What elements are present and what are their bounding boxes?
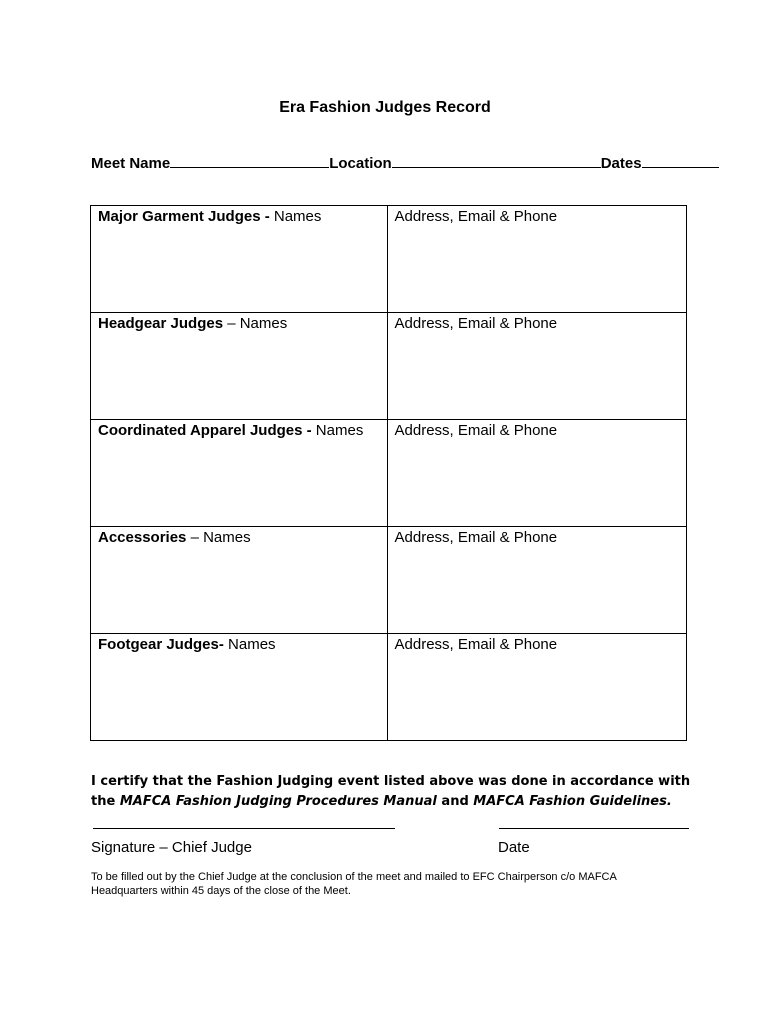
certification-guidelines-title: MAFCA Fashion Guidelines. — [473, 794, 672, 809]
signature-line[interactable] — [93, 828, 395, 829]
names-label: Names — [269, 208, 322, 225]
category-label: Accessories — [98, 529, 187, 546]
contact-cell[interactable] — [387, 313, 686, 420]
table-row — [91, 420, 687, 527]
certification-text-1: I certify that the Fashion Judging event listed above was done in accordance with the — [91, 774, 691, 809]
contact-cell[interactable] — [387, 420, 686, 527]
meet-name-label: Meet Name — [91, 155, 171, 172]
names-label: – Names — [223, 315, 288, 332]
contact-cell[interactable] — [387, 206, 686, 313]
names-label: Names — [311, 422, 364, 439]
names-cell[interactable] — [91, 206, 388, 313]
contact-label: Address, Email & Phone — [394, 422, 558, 439]
table-row — [91, 527, 687, 634]
table-row — [91, 313, 687, 420]
form-title: Era Fashion Judges Record — [279, 99, 491, 116]
table-row — [91, 634, 687, 741]
contact-label: Address, Email & Phone — [394, 529, 558, 546]
category-label: Coordinated Apparel Judges - — [98, 422, 312, 439]
certification-statement — [91, 772, 691, 812]
certification-text-2: and — [436, 794, 474, 809]
meet-info-line — [91, 152, 719, 172]
contact-cell[interactable] — [387, 634, 686, 741]
judges-table — [90, 205, 687, 741]
contact-label: Address, Email & Phone — [394, 636, 558, 653]
mailing-instructions: To be filled out by the Chief Judge at the conclusion of the meet and mailed to EFC Chairperson c/o MAFCA Headquarters within 45 days of the close of the Meet. — [91, 871, 617, 897]
dates-label: Dates — [600, 155, 642, 172]
date-line[interactable] — [499, 828, 689, 829]
names-cell[interactable] — [91, 527, 388, 634]
signature-label: Signature – Chief Judge — [91, 839, 252, 856]
dates-blank[interactable] — [642, 152, 719, 168]
category-label: Footgear Judges- — [98, 636, 224, 653]
location-label: Location — [329, 155, 392, 172]
certification-manual-title: MAFCA Fashion Judging Procedures Manual — [119, 794, 437, 809]
contact-label: Address, Email & Phone — [394, 208, 558, 225]
names-cell[interactable] — [91, 420, 388, 527]
category-label: Major Garment Judges - — [98, 208, 270, 225]
names-label: – Names — [186, 529, 251, 546]
names-label: Names — [223, 636, 276, 653]
table-row — [91, 206, 687, 313]
contact-cell[interactable] — [387, 527, 686, 634]
names-cell[interactable] — [91, 634, 388, 741]
names-cell[interactable] — [91, 313, 388, 420]
contact-label: Address, Email & Phone — [394, 315, 558, 332]
location-blank[interactable] — [392, 152, 601, 168]
date-label: Date — [498, 839, 530, 856]
meet-name-blank[interactable] — [170, 152, 329, 168]
category-label: Headgear Judges — [98, 315, 224, 332]
